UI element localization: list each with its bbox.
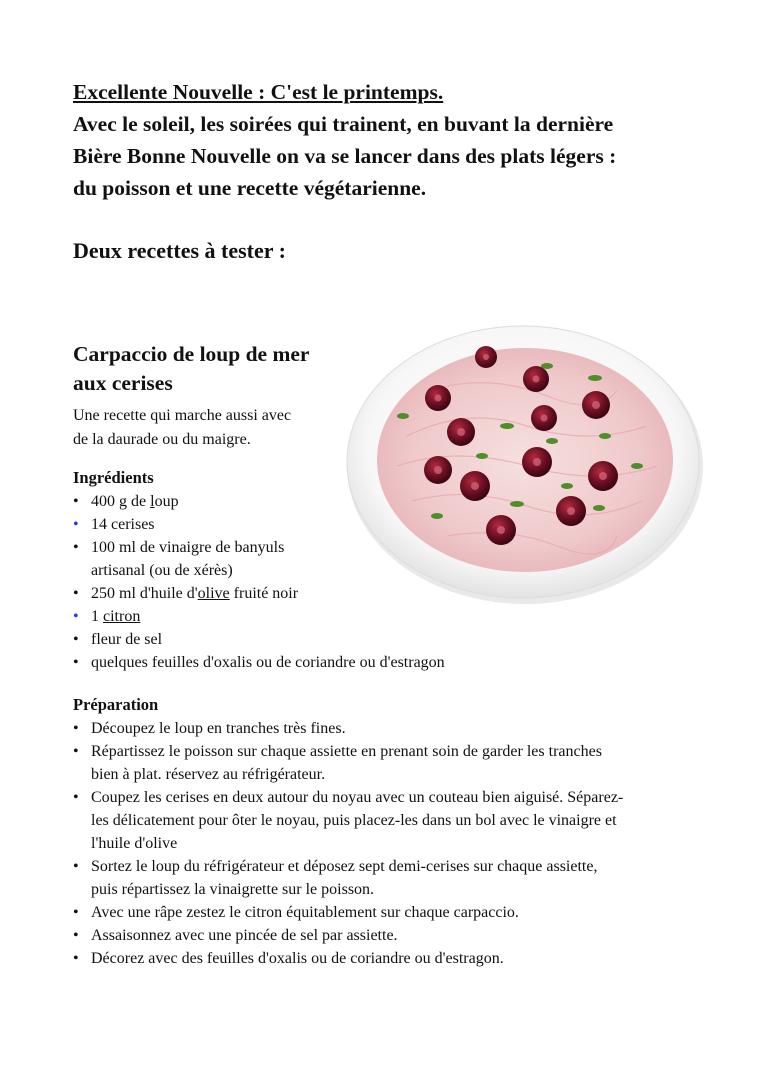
list-item: • Découpez le loup en tranches très fines. <box>73 717 703 740</box>
bullet-icon: • <box>73 585 79 602</box>
intro-headline <box>73 76 713 204</box>
list-item: • 250 ml d'huile d'olive fruité noir <box>73 582 633 605</box>
headline-line: du poisson et une recette végétarienne. <box>73 176 427 200</box>
recipe-intro <box>73 404 291 452</box>
list-item: • 14 cerises <box>73 513 633 536</box>
bullet-icon: • <box>73 950 79 967</box>
list-item-continuation: les délicatement pour ôter le noyau, puis placez-les dans un bol avec le vinaigre et <box>91 812 617 829</box>
list-item-continuation: artisanal (ou de xérès) <box>91 562 233 579</box>
list-item: • Sortez le loup du réfrigérateur et déposez sept demi-cerises sur chaque assiette, puis répartissez la vinaigrette sur le poisson. <box>73 855 703 901</box>
list-item: • Coupez les cerises en deux autour du noyau avec un couteau bien aiguisé. Séparez- les délicatement pour ôter le noyau, puis placez-les dans un bol avec le vinaigre et l'huile d'olive <box>73 786 703 855</box>
bullet-icon: • <box>73 654 79 671</box>
ingredients-heading: Ingrédients <box>73 468 154 487</box>
recipe-title-line: aux cerises <box>73 371 173 395</box>
bullet-icon: • <box>73 631 79 648</box>
headline-line: Bière Bonne Nouvelle on va se lancer dans des plats légers : <box>73 144 617 168</box>
bullet-icon: • <box>73 720 79 737</box>
bullet-icon: • <box>73 493 79 510</box>
bullet-icon: • <box>73 858 79 875</box>
intro-line: de la daurade ou du maigre. <box>73 431 251 448</box>
bullet-icon: • <box>73 789 79 806</box>
list-item-continuation: l'huile d'olive <box>91 835 178 852</box>
list-item: • 100 ml de vinaigre de banyuls artisanal (ou de xérès) <box>73 536 633 582</box>
recipe-title <box>73 340 353 398</box>
list-item: • 400 g de loup <box>73 490 633 513</box>
headline-line: Avec le soleil, les soirées qui trainent, en buvant la dernière <box>73 112 614 136</box>
preparation-list <box>73 717 703 970</box>
preparation-heading: Préparation <box>73 695 159 714</box>
bullet-icon: • <box>73 516 79 533</box>
list-item: • quelques feuilles d'oxalis ou de coriandre ou d'estragon <box>73 651 633 674</box>
bullet-icon: • <box>73 743 79 760</box>
ingredient-link[interactable]: olive <box>197 585 230 602</box>
bullet-icon: • <box>73 927 79 944</box>
recipe-title-line: Carpaccio de loup de mer <box>73 342 310 366</box>
ingredient-link[interactable]: l <box>150 493 155 510</box>
list-item-continuation: puis répartissez la vinaigrette sur le poisson. <box>91 881 375 898</box>
bullet-icon: • <box>73 608 79 625</box>
list-item: • Répartissez le poisson sur chaque assiette en prenant soin de garder les tranches bien à plat. réservez au réfrigérateur. <box>73 740 703 786</box>
ingredients-list <box>73 490 633 674</box>
bullet-icon: • <box>73 904 79 921</box>
ingredient-link[interactable]: citron <box>103 608 141 625</box>
list-item: • Décorez avec des feuilles d'oxalis ou de coriandre ou d'estragon. <box>73 947 703 970</box>
headline-title: Excellente Nouvelle : C'est le printemps. <box>73 80 444 104</box>
list-item: • 1 citron <box>73 605 633 628</box>
intro-line: Une recette qui marche aussi avec <box>73 407 292 424</box>
list-item: • fleur de sel <box>73 628 633 651</box>
list-item-continuation: bien à plat. réservez au réfrigérateur. <box>91 766 326 783</box>
list-item: • Assaisonnez avec une pincée de sel par assiette. <box>73 924 703 947</box>
bullet-icon: • <box>73 539 79 556</box>
recipes-subhead: Deux recettes à tester : <box>73 238 286 263</box>
list-item: • Avec une râpe zestez le citron équitablement sur chaque carpaccio. <box>73 901 703 924</box>
